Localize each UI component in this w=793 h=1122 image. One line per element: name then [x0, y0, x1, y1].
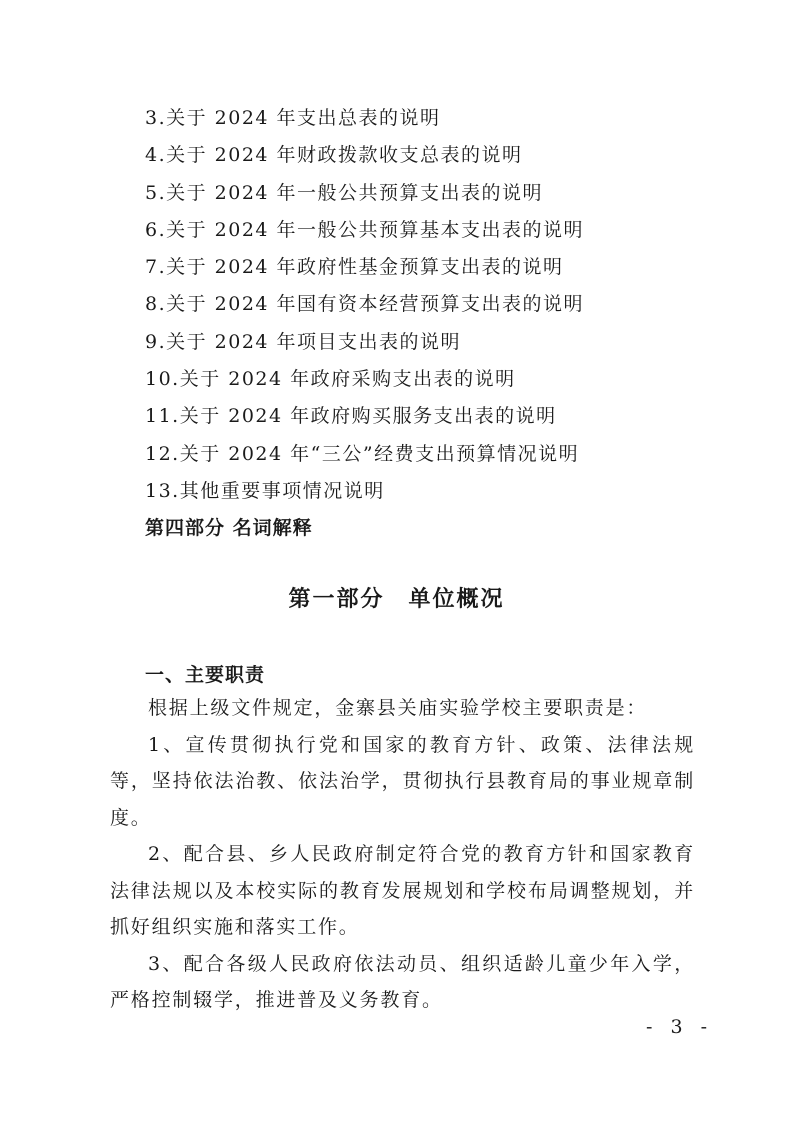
toc-item: 11.关于 2024 年政府购买服务支出表的说明 — [145, 405, 557, 428]
page-number: - 3 - — [646, 1016, 714, 1038]
section-title-name: 单位概况 — [408, 587, 505, 612]
duty-paragraph: 2、配合县、乡人民政府制定符合党的教育方针和国家教育法律法规以及本校实际的教育发展规划和学校布局调整规划，并抓好组织实施和落实工作。 — [110, 843, 695, 938]
toc-item: 13.其他重要事项情况说明 — [145, 479, 385, 502]
table-of-contents — [145, 100, 745, 548]
section-title-part: 第一部分 — [288, 587, 385, 612]
subsection-heading: 一、主要职责 — [145, 664, 266, 686]
toc-part-heading: 第四部分 名词解释 — [145, 517, 313, 540]
toc-item: 8.关于 2024 年国有资本经营预算支出表的说明 — [145, 293, 585, 316]
toc-item: 5.关于 2024 年一般公共预算支出表的说明 — [145, 181, 544, 204]
toc-item: 6.关于 2024 年一般公共预算基本支出表的说明 — [145, 218, 585, 241]
toc-item: 10.关于 2024 年政府采购支出表的说明 — [145, 368, 516, 391]
toc-item: 7.关于 2024 年政府性基金预算支出表的说明 — [145, 256, 564, 279]
toc-item: 9.关于 2024 年项目支出表的说明 — [145, 330, 462, 353]
duty-paragraph: 1、宣传贯彻执行党和国家的教育方针、政策、法律法规等，坚持依法治教、依法治学，贯彻执行县教育局的事业规章制度。 — [110, 733, 695, 829]
toc-item: 3.关于 2024 年支出总表的说明 — [145, 107, 441, 129]
toc-item: 12.关于 2024 年“三公”经费支出预算情况说明 — [145, 442, 580, 465]
intro-paragraph: 根据上级文件规定，金寨县关庙实验学校主要职责是： — [148, 697, 648, 719]
body-text — [110, 690, 695, 1019]
section-title — [0, 582, 793, 613]
toc-item: 4.关于 2024 年财政拨款收支总表的说明 — [145, 144, 523, 167]
duty-paragraph: 3、配合各级人民政府依法动员、组织适龄儿童少年入学，严格控制辍学，推进普及义务教育。 — [110, 952, 695, 1011]
